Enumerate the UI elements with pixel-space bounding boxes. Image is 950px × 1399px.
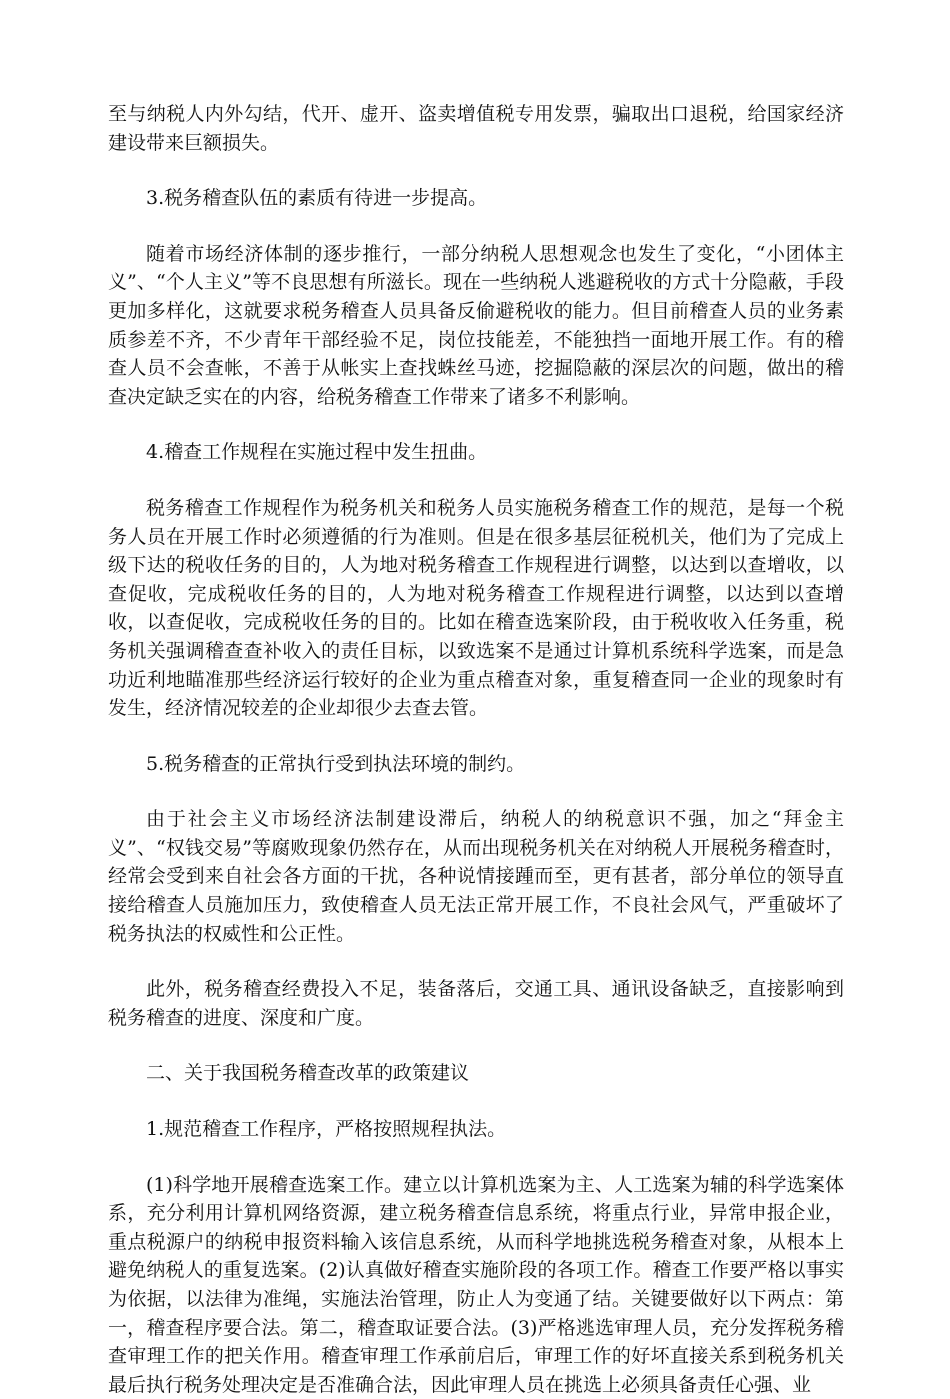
paragraph-standardize-procedures: (1)科学地开展稽查选案工作。建立以计算机选案为主、人工选案为辅的科学选案体系，充分利用计算机网络资源，建立税务稽查信息系统，将重点行业，异常申报企业，重点税源户的纳税申报资料输入该信息系统，从而科学地挑选税务稽查对象，从根本上避免纳税人的重复选案。(2)认真做好稽查实施阶段的各项工作。稽查工作要严格以事实为依据，以法律为准绳，实施法治管理，防止人为变通了结。关键要做好以下两点：第一，稽查程序要合法。第二，稽查取证要合法。(3)严格逃选审理人员，充分发挥税务稽查审理工作的把关作用。稽查审理工作承前启后，审理工作的好坏直接关系到税务机关最后执行税务处理决定是否准确合法，因此审理人员在挑选上必须具备责任心强、业 — [108, 1173, 844, 1396]
heading-1-standardize-procedures: 1.规范稽查工作程序，严格按照规程执法。 — [146, 1118, 507, 1141]
heading-4-work-procedure-distortion: 4.稽查工作规程在实施过程中发生扭曲。 — [146, 441, 488, 464]
paragraph-work-procedure-distortion: 税务稽查工作规程作为税务机关和税务人员实施税务稽查工作的规范，是每一个税务人员在开展工作时必须遵循的行为准则。但是在很多基层征税机关，他们为了完成上级下达的税收任务的目的，人为地对税务稽查工作规程进行调整，以达到以查增收，以查促收，完成税收任务的目的，人为地对税务稽查工作规程进行调整，以达到以查增收，以查促收，完成税收任务的目的。比如在稽查选案阶段，由于税收收入任务重，税务机关强调稽查查补收入的责任目标，以致选案不是通过计算机系统科学选案，而是急功近利地瞄准那些经济运行较好的企业为重点稽查对象，重复稽查同一企业的现象时有发生，经济情况较差的企业却很少去查去管。 — [108, 496, 844, 720]
paragraph-enforcement-environment: 由于社会主义市场经济法制建设滞后，纳税人的纳税意识不强，加之“拜金主义”、“权钱交易”等腐败现象仍然存在，从而出现税务机关在对纳税人开展税务稽查时，经常会受到来自社会各方面的干扰，各种说情接踵而至，更有甚者，部分单位的领导直接给稽查人员施加压力，致使稽查人员无法正常开展工作，不良社会风气，严重破坏了税务执法的权威性和公正性。 — [108, 808, 844, 945]
section-heading-policy-suggestions: 二、关于我国税务稽查改革的政策建议 — [146, 1062, 470, 1085]
heading-5-enforcement-environment: 5.税务稽查的正常执行受到执法环境的制约。 — [146, 752, 526, 775]
heading-3-inspection-team-quality: 3.税务稽查队伍的素质有待进一步提高。 — [146, 187, 488, 210]
paragraph-funding-shortage: 此外，税务稽查经费投入不足，装备落后，交通工具、通讯设备缺乏，直接影响到税务稽查的进度、深度和广度。 — [108, 978, 844, 1029]
paragraph-inspection-team-quality: 随着市场经济体制的逐步推行，一部分纳税人思想观念也发生了变化，“小团体主义”、“个人主义”等不良思想有所滋长。现在一些纳税人逃避税收的方式十分隐蔽，手段更加多样化，这就要求税务稽查人员具备反偷避税收的能力。但目前稽查人员的业务素质参差不齐，不少青年干部经验不足，岗位技能差，不能独挡一面地开展工作。有的稽查人员不会查帐，不善于从帐实上查找蛛丝马迹，挖掘隐蔽的深层次的问题，做出的稽查决定缺乏实在的内容，给税务稽查工作带来了诸多不利影响。 — [108, 242, 844, 408]
paragraph-continued: 至与纳税人内外勾结，代开、虚开、盗卖增值税专用发票，骗取出口退税，给国家经济建设带来巨额损失。 — [108, 103, 844, 154]
document-body — [108, 100, 844, 1399]
